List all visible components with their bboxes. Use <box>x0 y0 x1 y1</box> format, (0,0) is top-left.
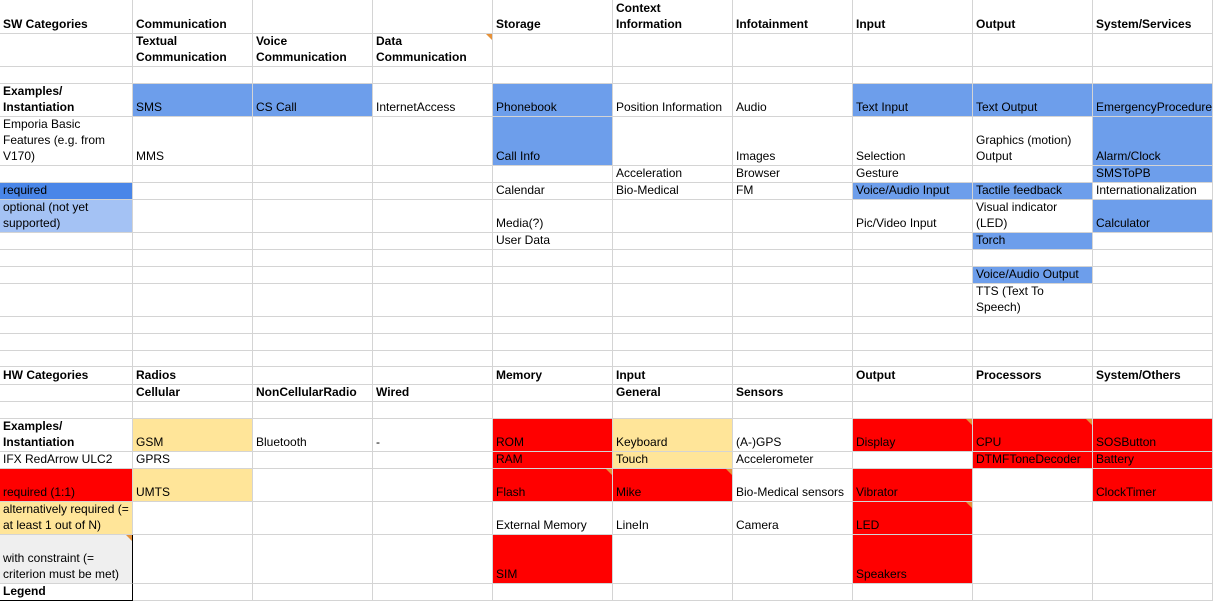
cell-empty[interactable] <box>613 200 733 233</box>
cell-hw-legend-required[interactable]: required (1:1) <box>0 469 133 502</box>
cell-hw-input[interactable]: Input <box>613 367 733 385</box>
cell-empty[interactable] <box>733 535 853 584</box>
cell-hw-processors[interactable]: Processors <box>973 367 1093 385</box>
cell-sw-graphics-output[interactable]: Graphics (motion) Output <box>973 117 1093 166</box>
cell-empty[interactable] <box>1093 284 1213 317</box>
cell-empty[interactable] <box>973 166 1093 183</box>
cell-empty[interactable] <box>373 452 493 469</box>
cell-empty[interactable] <box>973 317 1093 334</box>
cell-empty[interactable] <box>0 267 133 284</box>
cell-empty[interactable] <box>0 166 133 183</box>
cell-empty[interactable] <box>1093 351 1213 367</box>
cell-empty[interactable] <box>0 351 133 367</box>
cell-hw-sim[interactable]: SIM <box>493 535 613 584</box>
cell-hw-ram[interactable]: RAM <box>493 452 613 469</box>
cell-sw-legend-required[interactable]: required <box>0 183 133 200</box>
cell-sw-text-input[interactable]: Text Input <box>853 84 973 117</box>
cell-sw-acceleration[interactable]: Acceleration <box>613 166 733 183</box>
cell-empty[interactable] <box>253 402 373 419</box>
cell-sw-storage[interactable]: Storage <box>493 0 613 34</box>
cell-empty[interactable] <box>133 284 253 317</box>
cell-empty[interactable] <box>253 166 373 183</box>
cell-empty[interactable] <box>853 284 973 317</box>
cell-empty[interactable] <box>853 67 973 84</box>
cell-hw-touch[interactable]: Touch <box>613 452 733 469</box>
cell-hw-flash[interactable]: Flash <box>493 469 613 502</box>
cell-empty[interactable] <box>373 317 493 334</box>
cell-sw-communication[interactable]: Communication <box>133 0 253 34</box>
cell-sw-pic-video-input[interactable]: Pic/Video Input <box>853 200 973 233</box>
cell-sw-media[interactable]: Media(?) <box>493 200 613 233</box>
cell-sw-alarm-clock[interactable]: Alarm/Clock <box>1093 117 1213 166</box>
cell-empty[interactable] <box>613 267 733 284</box>
cell-empty[interactable] <box>253 267 373 284</box>
cell-empty[interactable] <box>133 233 253 250</box>
cell-empty[interactable] <box>613 535 733 584</box>
cell-sw-images[interactable]: Images <box>733 117 853 166</box>
cell-hw-legend-alternative[interactable]: alternatively required (= at least 1 out of N) <box>0 502 133 535</box>
cell-hw-noncellular-radio[interactable]: NonCellularRadio <box>253 385 373 402</box>
cell-empty[interactable] <box>613 67 733 84</box>
cell-sw-context-information[interactable]: Context Information <box>613 0 733 34</box>
cell-empty[interactable] <box>853 334 973 351</box>
cell-empty[interactable] <box>373 117 493 166</box>
cell-empty[interactable] <box>373 166 493 183</box>
cell-empty[interactable] <box>853 385 973 402</box>
cell-empty[interactable] <box>973 469 1093 502</box>
cell-empty[interactable] <box>733 584 853 601</box>
cell-empty[interactable] <box>133 267 253 284</box>
cell-empty[interactable] <box>493 34 613 67</box>
cell-sw-selection[interactable]: Selection <box>853 117 973 166</box>
cell-sw-text-output[interactable]: Text Output <box>973 84 1093 117</box>
cell-hw-battery[interactable]: Battery <box>1093 452 1213 469</box>
cell-sw-call-info[interactable]: Call Info <box>493 117 613 166</box>
cell-empty[interactable] <box>853 250 973 267</box>
cell-empty[interactable] <box>0 34 133 67</box>
cell-empty[interactable] <box>493 267 613 284</box>
cell-empty[interactable] <box>973 535 1093 584</box>
cell-sw-smstopb[interactable]: SMSToPB <box>1093 166 1213 183</box>
cell-hw-rom[interactable]: ROM <box>493 419 613 452</box>
cell-empty[interactable] <box>613 402 733 419</box>
cell-empty[interactable] <box>253 469 373 502</box>
cell-sw-system-services[interactable]: System/Services <box>1093 0 1213 34</box>
cell-empty[interactable] <box>373 584 493 601</box>
cell-empty[interactable] <box>133 67 253 84</box>
cell-hw-clock-timer[interactable]: ClockTimer <box>1093 469 1213 502</box>
cell-sw-cs-call[interactable]: CS Call <box>253 84 373 117</box>
cell-empty[interactable] <box>253 67 373 84</box>
cell-empty[interactable] <box>253 284 373 317</box>
cell-sw-position-information[interactable]: Position Information <box>613 84 733 117</box>
cell-sw-tactile-feedback[interactable]: Tactile feedback <box>973 183 1093 200</box>
cell-hw-system-others[interactable]: System/Others <box>1093 367 1213 385</box>
cell-empty[interactable] <box>613 317 733 334</box>
cell-sw-browser[interactable]: Browser <box>733 166 853 183</box>
cell-hw-vibrator[interactable]: Vibrator <box>853 469 973 502</box>
cell-empty[interactable] <box>373 267 493 284</box>
cell-empty[interactable] <box>253 233 373 250</box>
cell-hw-legend-constraint[interactable]: with constraint (= criterion must be met) <box>0 535 133 584</box>
cell-sw-audio[interactable]: Audio <box>733 84 853 117</box>
cell-empty[interactable] <box>373 469 493 502</box>
cell-empty[interactable] <box>0 284 133 317</box>
cell-empty[interactable] <box>1093 584 1213 601</box>
cell-sw-torch[interactable]: Torch <box>973 233 1093 250</box>
cell-sw-voice-audio-input[interactable]: Voice/Audio Input <box>853 183 973 200</box>
cell-empty[interactable] <box>253 117 373 166</box>
cell-empty[interactable] <box>733 367 853 385</box>
cell-empty[interactable] <box>493 67 613 84</box>
cell-empty[interactable] <box>733 402 853 419</box>
cell-hw-sensors[interactable]: Sensors <box>733 385 853 402</box>
cell-sw-input[interactable]: Input <box>853 0 973 34</box>
cell-empty[interactable] <box>493 250 613 267</box>
cell-empty[interactable] <box>0 250 133 267</box>
cell-hw-bio-medical-sensors[interactable]: Bio-Medical sensors <box>733 469 853 502</box>
cell-sw-fm[interactable]: FM <box>733 183 853 200</box>
cell-sw-categories[interactable]: SW Categories <box>0 0 133 34</box>
cell-sw-mms[interactable]: MMS <box>133 117 253 166</box>
cell-sw-examples-label[interactable]: Examples/ Instantiation <box>0 84 133 117</box>
cell-empty[interactable] <box>1093 334 1213 351</box>
cell-empty[interactable] <box>733 284 853 317</box>
cell-hw-linein[interactable]: LineIn <box>613 502 733 535</box>
cell-sw-tts[interactable]: TTS (Text To Speech) <box>973 284 1093 317</box>
cell-empty[interactable] <box>973 34 1093 67</box>
cell-empty[interactable] <box>493 317 613 334</box>
cell-empty[interactable] <box>373 183 493 200</box>
cell-empty[interactable] <box>733 334 853 351</box>
cell-empty[interactable] <box>1093 535 1213 584</box>
cell-empty[interactable] <box>373 367 493 385</box>
cell-empty[interactable] <box>973 334 1093 351</box>
cell-empty[interactable] <box>253 584 373 601</box>
cell-legend-title[interactable]: Legend <box>0 584 133 601</box>
cell-empty[interactable] <box>973 67 1093 84</box>
cell-empty[interactable] <box>493 385 613 402</box>
cell-empty[interactable] <box>493 351 613 367</box>
cell-empty[interactable] <box>253 317 373 334</box>
cell-empty[interactable] <box>493 402 613 419</box>
cell-empty[interactable] <box>373 535 493 584</box>
cell-hw-led[interactable]: LED <box>853 502 973 535</box>
cell-hw-ifx-redarrow[interactable]: IFX RedArrow ULC2 <box>0 452 133 469</box>
cell-empty[interactable] <box>1093 233 1213 250</box>
cell-empty[interactable] <box>133 183 253 200</box>
cell-hw-display[interactable]: Display <box>853 419 973 452</box>
cell-empty[interactable] <box>373 67 493 84</box>
cell-empty[interactable] <box>853 34 973 67</box>
cell-empty[interactable] <box>373 402 493 419</box>
cell-empty[interactable] <box>613 233 733 250</box>
cell-empty[interactable] <box>733 34 853 67</box>
cell-hw-examples-label[interactable]: Examples/ Instantiation <box>0 419 133 452</box>
cell-empty[interactable] <box>253 0 373 34</box>
cell-hw-sos-button[interactable]: SOSButton <box>1093 419 1213 452</box>
cell-empty[interactable] <box>1093 250 1213 267</box>
cell-empty[interactable] <box>133 166 253 183</box>
cell-sw-data-communication[interactable]: Data Communication <box>373 34 493 67</box>
cell-empty[interactable] <box>1093 34 1213 67</box>
cell-sw-output[interactable]: Output <box>973 0 1093 34</box>
cell-sw-voice-communication[interactable]: Voice Communication <box>253 34 373 67</box>
cell-empty[interactable] <box>133 402 253 419</box>
cell-empty[interactable] <box>613 351 733 367</box>
cell-sw-internet-access[interactable]: InternetAccess <box>373 84 493 117</box>
cell-empty[interactable] <box>133 535 253 584</box>
cell-sw-user-data[interactable]: User Data <box>493 233 613 250</box>
cell-empty[interactable] <box>733 200 853 233</box>
cell-sw-infotainment[interactable]: Infotainment <box>733 0 853 34</box>
cell-sw-bio-medical[interactable]: Bio-Medical <box>613 183 733 200</box>
cell-hw-dtmf-tone-decoder[interactable]: DTMFToneDecoder <box>973 452 1093 469</box>
cell-sw-phonebook[interactable]: Phonebook <box>493 84 613 117</box>
cell-empty[interactable] <box>733 351 853 367</box>
cell-hw-speakers[interactable]: Speakers <box>853 535 973 584</box>
cell-empty[interactable] <box>733 233 853 250</box>
cell-hw-keyboard[interactable]: Keyboard <box>613 419 733 452</box>
cell-hw-accelerometer[interactable]: Accelerometer <box>733 452 853 469</box>
cell-empty[interactable] <box>493 284 613 317</box>
cell-empty[interactable] <box>373 502 493 535</box>
cell-empty[interactable] <box>373 233 493 250</box>
cell-empty[interactable] <box>1093 317 1213 334</box>
cell-hw-radios[interactable]: Radios <box>133 367 253 385</box>
cell-hw-bluetooth[interactable]: Bluetooth <box>253 419 373 452</box>
cell-sw-calendar[interactable]: Calendar <box>493 183 613 200</box>
cell-hw-gsm[interactable]: GSM <box>133 419 253 452</box>
cell-empty[interactable] <box>0 334 133 351</box>
cell-sw-textual-communication[interactable]: Textual Communication <box>133 34 253 67</box>
cell-empty[interactable] <box>1093 385 1213 402</box>
cell-hw-cpu[interactable]: CPU <box>973 419 1093 452</box>
cell-sw-internationalization[interactable]: Internationalization <box>1093 183 1213 200</box>
cell-hw-umts[interactable]: UMTS <box>133 469 253 502</box>
cell-empty[interactable] <box>493 334 613 351</box>
cell-sw-emporia-basic-features[interactable]: Emporia Basic Features (e.g. from V170) <box>0 117 133 166</box>
cell-empty[interactable] <box>253 334 373 351</box>
cell-empty[interactable] <box>373 250 493 267</box>
cell-empty[interactable] <box>973 584 1093 601</box>
cell-empty[interactable] <box>1093 402 1213 419</box>
cell-empty[interactable] <box>0 233 133 250</box>
cell-sw-visual-indicator[interactable]: Visual indicator (LED) <box>973 200 1093 233</box>
cell-empty[interactable] <box>853 317 973 334</box>
cell-empty[interactable] <box>133 502 253 535</box>
cell-empty[interactable] <box>973 502 1093 535</box>
cell-hw-wired[interactable]: Wired <box>373 385 493 402</box>
cell-empty[interactable] <box>133 584 253 601</box>
cell-empty[interactable] <box>493 584 613 601</box>
cell-empty[interactable] <box>373 351 493 367</box>
cell-empty[interactable] <box>613 250 733 267</box>
cell-empty[interactable] <box>253 502 373 535</box>
cell-empty[interactable] <box>373 334 493 351</box>
cell-empty[interactable] <box>0 67 133 84</box>
cell-empty[interactable] <box>853 584 973 601</box>
cell-empty[interactable] <box>253 535 373 584</box>
cell-empty[interactable] <box>613 584 733 601</box>
cell-empty[interactable] <box>0 402 133 419</box>
cell-empty[interactable] <box>733 317 853 334</box>
cell-sw-calculator[interactable]: Calculator <box>1093 200 1213 233</box>
cell-empty[interactable] <box>0 317 133 334</box>
cell-empty[interactable] <box>973 402 1093 419</box>
cell-empty[interactable] <box>0 385 133 402</box>
cell-empty[interactable] <box>373 200 493 233</box>
cell-empty[interactable] <box>613 117 733 166</box>
cell-empty[interactable] <box>733 267 853 284</box>
cell-hw-general[interactable]: General <box>613 385 733 402</box>
cell-empty[interactable] <box>853 351 973 367</box>
cell-empty[interactable] <box>613 284 733 317</box>
cell-empty[interactable] <box>853 452 973 469</box>
cell-empty[interactable] <box>853 233 973 250</box>
cell-sw-legend-optional[interactable]: optional (not yet supported) <box>0 200 133 233</box>
cell-empty[interactable] <box>733 250 853 267</box>
cell-empty[interactable] <box>133 334 253 351</box>
cell-empty[interactable] <box>973 385 1093 402</box>
cell-empty[interactable] <box>253 250 373 267</box>
cell-hw-gprs[interactable]: GPRS <box>133 452 253 469</box>
cell-empty[interactable] <box>853 402 973 419</box>
cell-hw-camera[interactable]: Camera <box>733 502 853 535</box>
cell-hw-output[interactable]: Output <box>853 367 973 385</box>
cell-empty[interactable] <box>133 200 253 233</box>
cell-empty[interactable] <box>133 317 253 334</box>
cell-sw-sms[interactable]: SMS <box>133 84 253 117</box>
cell-empty[interactable] <box>373 284 493 317</box>
cell-empty[interactable] <box>133 351 253 367</box>
cell-empty[interactable] <box>853 267 973 284</box>
cell-empty[interactable] <box>253 200 373 233</box>
cell-sw-gesture[interactable]: Gesture <box>853 166 973 183</box>
cell-empty[interactable] <box>133 250 253 267</box>
cell-empty[interactable] <box>253 452 373 469</box>
cell-hw-cellular[interactable]: Cellular <box>133 385 253 402</box>
cell-empty[interactable] <box>973 351 1093 367</box>
cell-empty[interactable] <box>1093 502 1213 535</box>
cell-empty[interactable] <box>613 34 733 67</box>
cell-sw-voice-audio-output[interactable]: Voice/Audio Output <box>973 267 1093 284</box>
cell-hw-external-memory[interactable]: External Memory <box>493 502 613 535</box>
cell-empty[interactable] <box>253 183 373 200</box>
cell-hw-wired-value[interactable]: - <box>373 419 493 452</box>
cell-empty[interactable] <box>613 334 733 351</box>
cell-empty[interactable] <box>253 351 373 367</box>
cell-empty[interactable] <box>493 166 613 183</box>
cell-hw-gps[interactable]: (A-)GPS <box>733 419 853 452</box>
cell-hw-mike[interactable]: Mike <box>613 469 733 502</box>
cell-sw-emergency-procedure[interactable]: EmergencyProcedure <box>1093 84 1213 117</box>
cell-empty[interactable] <box>373 0 493 34</box>
cell-hw-memory[interactable]: Memory <box>493 367 613 385</box>
cell-empty[interactable] <box>733 67 853 84</box>
cell-hw-categories[interactable]: HW Categories <box>0 367 133 385</box>
cell-empty[interactable] <box>1093 67 1213 84</box>
cell-empty[interactable] <box>1093 267 1213 284</box>
cell-empty[interactable] <box>253 367 373 385</box>
cell-empty[interactable] <box>973 250 1093 267</box>
